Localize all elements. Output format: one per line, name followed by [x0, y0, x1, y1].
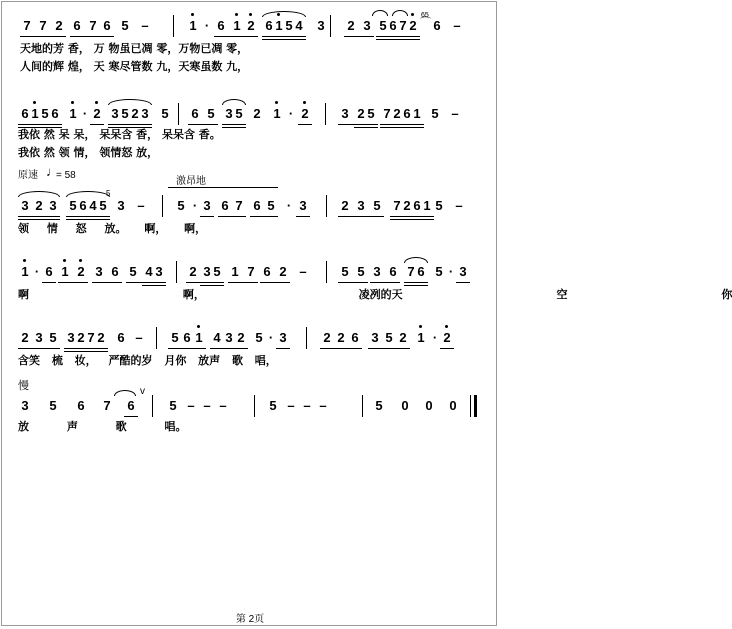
staff-line-4: 1 · 6 1 2 3 6 5 4 3 2 3 5 1 7 6 2 – 5 5 3 6 7 6 5 · 3 [0, 264, 500, 292]
staff-line-5: 2 3 5 3 2 7 2 6 – 5 6 1 4 3 2 5 · 3 2 2 6 3 5 2 1 · 2 [0, 330, 500, 358]
staff-line-1: 7 7 2 6 7 6 5 – 1 · 6 1 2 6 1 5 4 3 2 3 5 6 7 2 65 ⌒ 6 – [0, 18, 500, 46]
page-number: 第 2页 [235, 614, 265, 625]
page-border [1, 1, 497, 626]
tempo-value: = 58 [56, 170, 76, 181]
lyrics-line-6: 放 声 歌 唱。 [18, 420, 187, 433]
lyrics-line-1b: 人间的辉 煌， 天 寒尽管数 九，天寒虽数 九， [20, 60, 249, 73]
lyrics-line-1a: 天地的芳 香， 万 物虽已凋 零，万物已凋 零， [20, 42, 249, 55]
expression-line [168, 187, 278, 188]
lyrics-line-2b: 我依 然 领 情， 领情怒 放， [18, 146, 159, 159]
staff-line-6: 3 5 6 7 6 v 5 – – – 5 – – – 5 0 0 0 [0, 398, 500, 426]
staff-line-3: 3 2 3 5 6 4 5 5 3 – 5 · 3 6 7 6 5 · 3 2 3 5 7 2 6 1 5 – [0, 198, 500, 226]
expression-mark: 激昂地 [176, 176, 206, 187]
lyrics-line-4: 啊 啊， 凌冽的天 空 你 [18, 288, 732, 301]
quarter-note-icon: ♩ [46, 164, 59, 179]
staff-line-2: 6 1 5 6 1 · 2 3 5 2 3 5 6 5 3 5 2 1 · 2 3 2 5 7 2 6 1 5 – [0, 106, 500, 134]
lyrics-line-2a: 我依 然 呆 呆， 呆呆含 香， 呆呆含 香。 [18, 128, 221, 141]
tempo-label: 原速 [18, 170, 38, 181]
lyrics-line-5: 含笑 梳 妆， 严酷的岁 月你 放声 歌 唱， [18, 354, 277, 367]
slow-marking: 慢 [18, 380, 29, 392]
lyrics-line-3: 领 情 怒 放。 啊， 啊， [18, 222, 207, 235]
